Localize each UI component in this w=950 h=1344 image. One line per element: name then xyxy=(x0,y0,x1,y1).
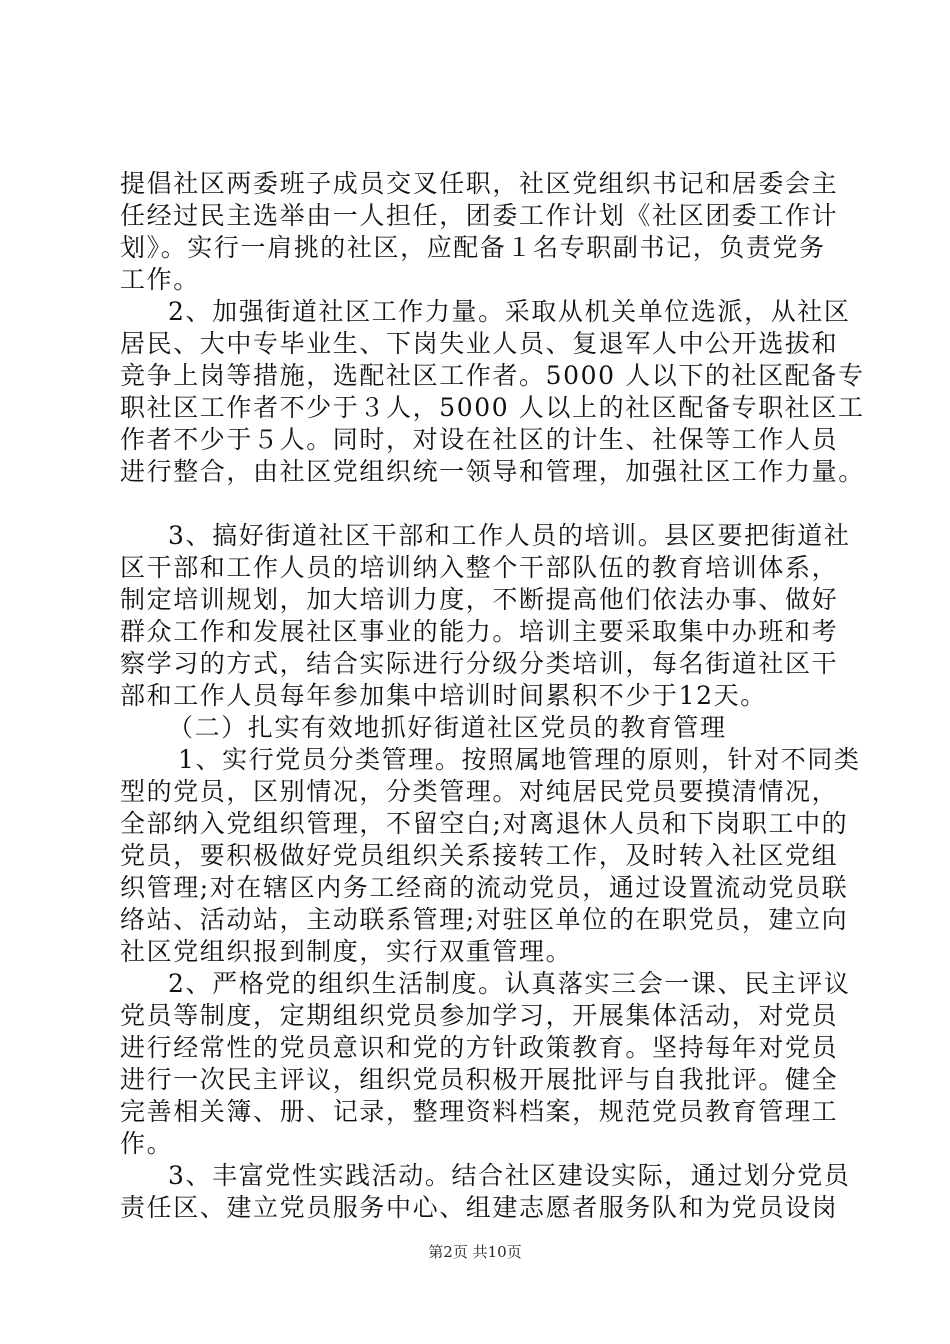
text-line: 2、严格党的组织生活制度。认真落实三会一课、民主评议 xyxy=(168,969,851,998)
text-line: 提倡社区两委班子成员交叉任职，社区党组织书记和居委会主 xyxy=(120,169,839,198)
text-line: 群众工作和发展社区事业的能力。培训主要采取集中办班和考 xyxy=(120,617,839,646)
text-line: 划》。实行一肩挑的社区，应配备１名专职副书记，负责党务 xyxy=(120,233,826,262)
text-line: 责任区、建立党员服务中心、组建志愿者服务队和为党员设岗 xyxy=(120,1193,839,1222)
paragraph-gap xyxy=(120,488,850,520)
text-line: 进行经常性的党员意识和党的方针政策教育。坚持每年对党员 xyxy=(120,1033,839,1062)
text-line: 全部纳入党组织管理，不留空白;对离退休人员和下岗职工中的 xyxy=(120,809,849,838)
text-line: 察学习的方式，结合实际进行分级分类培训，每名街道社区干 xyxy=(120,649,839,678)
text-line: 竞争上岗等措施，选配社区工作者。5000 人以下的社区配备专 xyxy=(120,361,865,390)
text-line: 织管理;对在辖区内务工经商的流动党员，通过设置流动党员联 xyxy=(120,873,849,902)
text-line: 作者不少于５人。同时，对设在社区的计生、社保等工作人员 xyxy=(120,425,839,454)
text-line: 1、实行党员分类管理。按照属地管理的原则，针对不同类 xyxy=(178,745,861,774)
text-line: 工作。 xyxy=(120,265,200,294)
text-line: 2、加强街道社区工作力量。采取从机关单位选派，从社区 xyxy=(168,297,851,326)
text-line: 完善相关簿、册、记录，整理资料档案，规范党员教育管理工 xyxy=(120,1097,839,1126)
text-line: 社区党组织报到制度，实行双重管理。 xyxy=(120,937,573,966)
text-line: 3、搞好街道社区干部和工作人员的培训。县区要把街道社 xyxy=(168,521,851,550)
text-line: 型的党员，区别情况，分类管理。对纯居民党员要摸清情况， xyxy=(120,777,839,806)
text-line: 党员等制度，定期组织党员参加学习，开展集体活动，对党员 xyxy=(120,1001,839,1030)
text-line: 络站、活动站，主动联系管理;对驻区单位的在职党员，建立向 xyxy=(120,905,849,934)
section-heading: （二）扎实有效地抓好街道社区党员的教育管理 xyxy=(168,713,727,742)
text-line: 3、丰富党性实践活动。结合社区建设实际，通过划分党员 xyxy=(168,1161,851,1190)
text-line: 进行整合，由社区党组织统一领导和管理，加强社区工作力量。 xyxy=(120,457,865,486)
text-line: 居民、大中专毕业生、下岗失业人员、复退军人中公开选拔和 xyxy=(120,329,839,358)
text-line: 党员，要积极做好党员组织关系接转工作，及时转入社区党组 xyxy=(120,841,839,870)
text-line: 区干部和工作人员的培训纳入整个干部队伍的教育培训体系， xyxy=(120,553,839,582)
text-line: 职社区工作者不少于３人，5000 人以上的社区配备专职社区工 xyxy=(120,393,865,422)
page-number: 第2页 共10页 xyxy=(428,1243,522,1261)
text-line: 进行一次民主评议，组织党员积极开展批评与自我批评。健全 xyxy=(120,1065,839,1094)
text-line: 作。 xyxy=(120,1129,174,1158)
text-line: 任经过民主选举由一人担任，团委工作计划《社区团委工作计 xyxy=(120,201,839,230)
text-line: 部和工作人员每年参加集中培训时间累积不少于12天。 xyxy=(120,681,767,710)
document-body xyxy=(120,168,865,1224)
text-line: 制定培训规划，加大培训力度，不断提高他们依法办事、做好 xyxy=(120,585,839,614)
